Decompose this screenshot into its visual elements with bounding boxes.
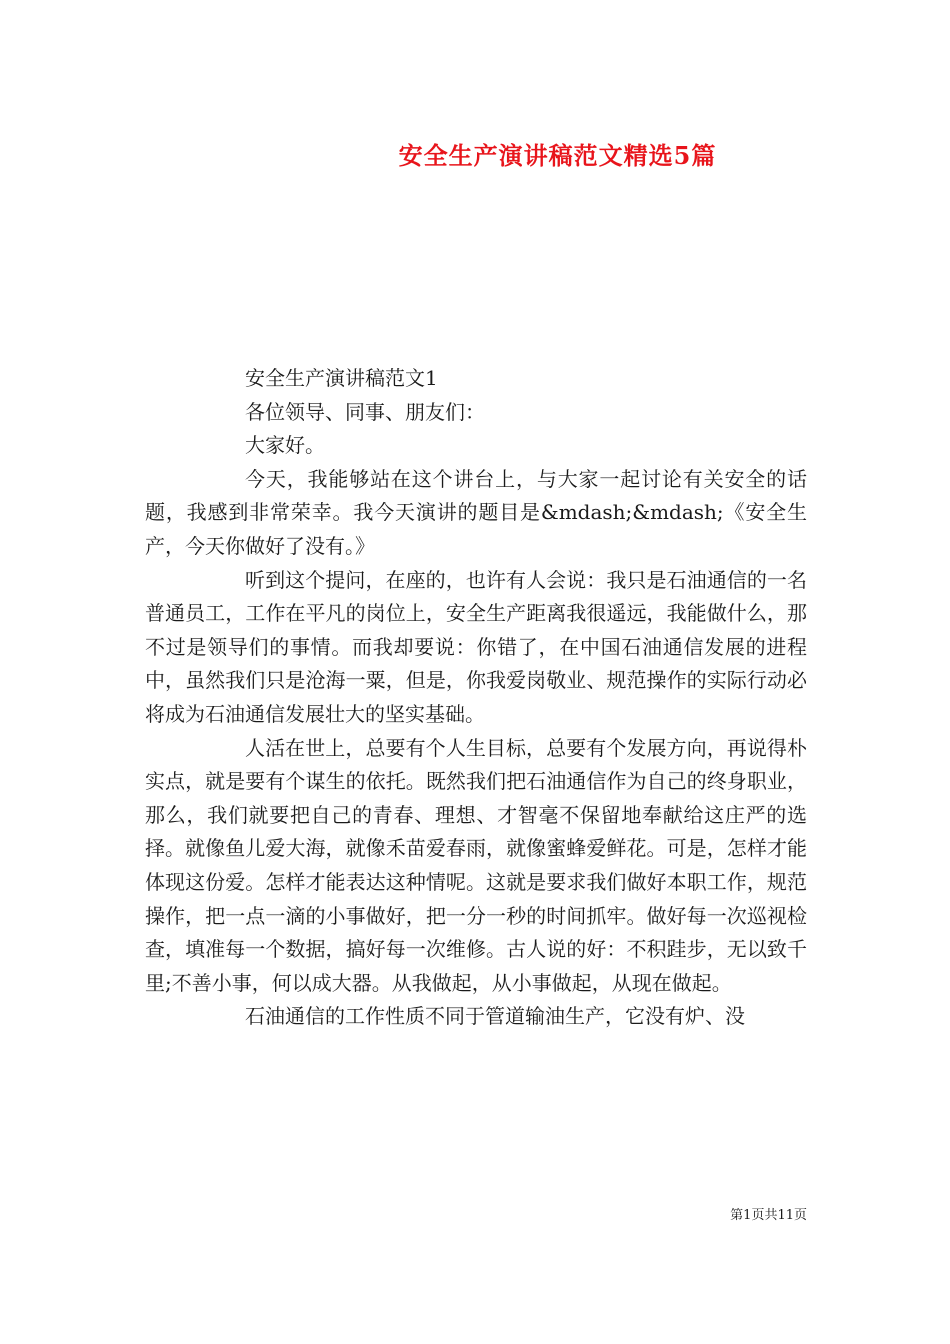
paragraph: 今天，我能够站在这个讲台上，与大家一起讨论有关安全的话题，我感到非常荣幸。我今天演讲的题目是&mdash;&mdash;《安全生产，今天你做好了没有。》 xyxy=(145,466,807,558)
paragraph: 人活在世上，总要有个人生目标，总要有个发展方向，再说得朴实点，就是要有个谋生的依托。既然我们把石油通信作为自己的终身职业，那么，我们就要把自己的青春、理想、才智毫不保留地奉献给这庄严的选择。就像鱼儿爱大海，就像禾苗爱春雨，就像蜜蜂爱鲜花。可是，怎样才能体现这份爱。怎样才能表达这种情呢。这就是要求我们做好本职工作，规范操作，把一点一滴的小事做好，把一分一秒的时间抓牢。做好每一次巡视检查，填准每一个数据，搞好每一次维修。古人说的好：不积跬步，无以致千里;不善小事，何以成大器。从我做起，从小事做起，从现在做起。 xyxy=(145,735,807,995)
document-title: 安全生产演讲稿范文精选5篇 xyxy=(398,141,717,170)
page-number: 第1页共11页 xyxy=(730,1208,807,1223)
salutation: 各位领导、同事、朋友们： xyxy=(245,399,485,424)
paragraph: 听到这个提问，在座的，也许有人会说：我只是石油通信的一名普通员工，工作在平凡的岗位上，安全生产距离我很遥远，我能做什么，那不过是领导们的事情。而我却要说：你错了，在中国石油通信发展的进程中，虽然我们只是沧海一粟，但是，你我爱岗敬业、规范操作的实际行动必将成为石油通信发展壮大的坚实基础。 xyxy=(145,567,807,726)
section-heading: 安全生产演讲稿范文1 xyxy=(245,366,438,390)
greeting: 大家好。 xyxy=(245,433,325,458)
paragraph: 石油通信的工作性质不同于管道输油生产，它没有炉、没 xyxy=(245,1004,745,1029)
document-body xyxy=(145,362,807,1034)
